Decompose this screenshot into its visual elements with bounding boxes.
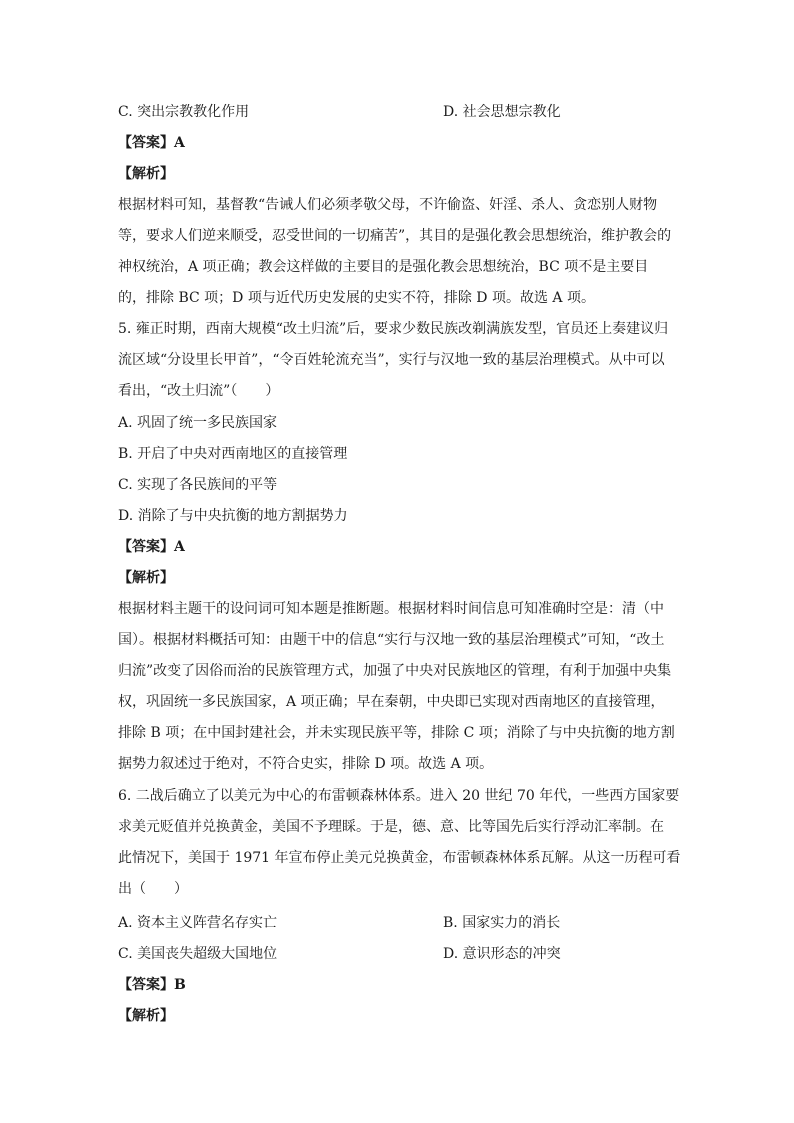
q6-option-b[interactable]: B. 国家实力的消长 <box>443 915 561 931</box>
q4-analysis-line: 根据材料可知，基督教“告诫人们必须孝敬父母，不许偷盗、奸淫、杀人、贪恋别人财物 <box>118 197 658 213</box>
q5-analysis-line: 排除 B 项；在中国封建社会，并未实现民族平等，排除 C 项；消除了与中央抗衡的地方割 <box>118 725 675 741</box>
q5-option-d[interactable]: D. 消除了与中央抗衡的地方割据势力 <box>118 508 348 524</box>
q5-analysis-line: 国）。根据材料概括可知：由题干中的信息“实行与汉地一致的基层治理模式”可知，“改土 <box>118 632 665 648</box>
q5-stem-line: 流区域“分设里长甲首”，“令百姓轮流充当”，实行与汉地一致的基层治理模式。从中可以 <box>118 352 665 368</box>
q6-analysis-label: 【解析】 <box>118 1008 174 1024</box>
q6-option-d[interactable]: D. 意识形态的冲突 <box>443 946 561 962</box>
q5-answer: 【答案】A <box>118 539 185 555</box>
q5-analysis-line: 权，巩固统一多民族国家，A 项正确；早在秦朝，中央即已实现对西南地区的直接管理， <box>118 694 665 710</box>
q5-analysis-line: 根据材料主题干的设问词可知本题是推断题。根据材料时间信息可知准确时空是：清（中 <box>118 601 664 617</box>
q5-option-a[interactable]: A. 巩固了统一多民族国家 <box>118 415 278 431</box>
q6-answer: 【答案】B <box>118 977 186 993</box>
q4-options-row <box>118 102 678 122</box>
q4-analysis-line: 的，排除 BC 项；D 项与近代历史发展的史实不符，排除 D 项。故选 A 项。 <box>118 290 595 306</box>
q6-stem-line: 6. 二战后确立了以美元为中心的布雷顿森林体系。进入 20 世纪 70 年代，一些西方国家要 <box>118 788 680 804</box>
q6-stem-line: 求美元贬值并兑换黄金，美国不予理睬。于是，德、意、比等国先后实行浮动汇率制。在 <box>118 819 664 835</box>
q6-option-a[interactable]: A. 资本主义阵营名存实亡 <box>118 915 278 931</box>
q4-option-c[interactable]: C. 突出宗教教化作用 <box>118 104 250 120</box>
q6-stem-line: 出（ ） <box>118 881 188 897</box>
q5-analysis-line: 归流”改变了因俗而治的民族管理方式，加强了中央对民族地区的管理，有利于加强中央集 <box>118 663 672 679</box>
q6-option-c[interactable]: C. 美国丧失超级大国地位 <box>118 946 278 962</box>
q5-analysis-label: 【解析】 <box>118 570 174 586</box>
q4-option-d[interactable]: D. 社会思想宗教化 <box>443 104 561 120</box>
q4-analysis-line: 神权统治，A 项正确；教会这样做的主要目的是强化教会思想统治，BC 项不是主要目 <box>118 259 649 275</box>
q5-option-c[interactable]: C. 实现了各民族间的平等 <box>118 477 278 493</box>
q5-option-b[interactable]: B. 开启了中央对西南地区的直接管理 <box>118 446 348 462</box>
q5-analysis-line: 据势力叙述过于绝对，不符合史实，排除 D 项。故选 A 项。 <box>118 756 494 772</box>
q4-analysis-line: 等，要求人们逆来顺受，忍受世间的一切痛苦”，其目的是强化教会思想统治，维护教会的 <box>118 228 672 244</box>
q4-analysis-label: 【解析】 <box>118 166 174 182</box>
q5-stem-line: 看出，“改土归流”（ ） <box>118 383 280 399</box>
q4-answer: 【答案】A <box>118 135 185 151</box>
q6-stem-line: 此情况下，美国于 1971 年宣布停止美元兑换黄金，布雷顿森林体系瓦解。从这一历程可看 <box>118 850 681 866</box>
q6-options-row <box>118 913 678 933</box>
q5-stem-line: 5. 雍正时期，西南大规模“改土归流”后，要求少数民族改剃满族发型，官员还上奏建议归 <box>118 321 669 337</box>
q6-options-row <box>118 944 678 964</box>
